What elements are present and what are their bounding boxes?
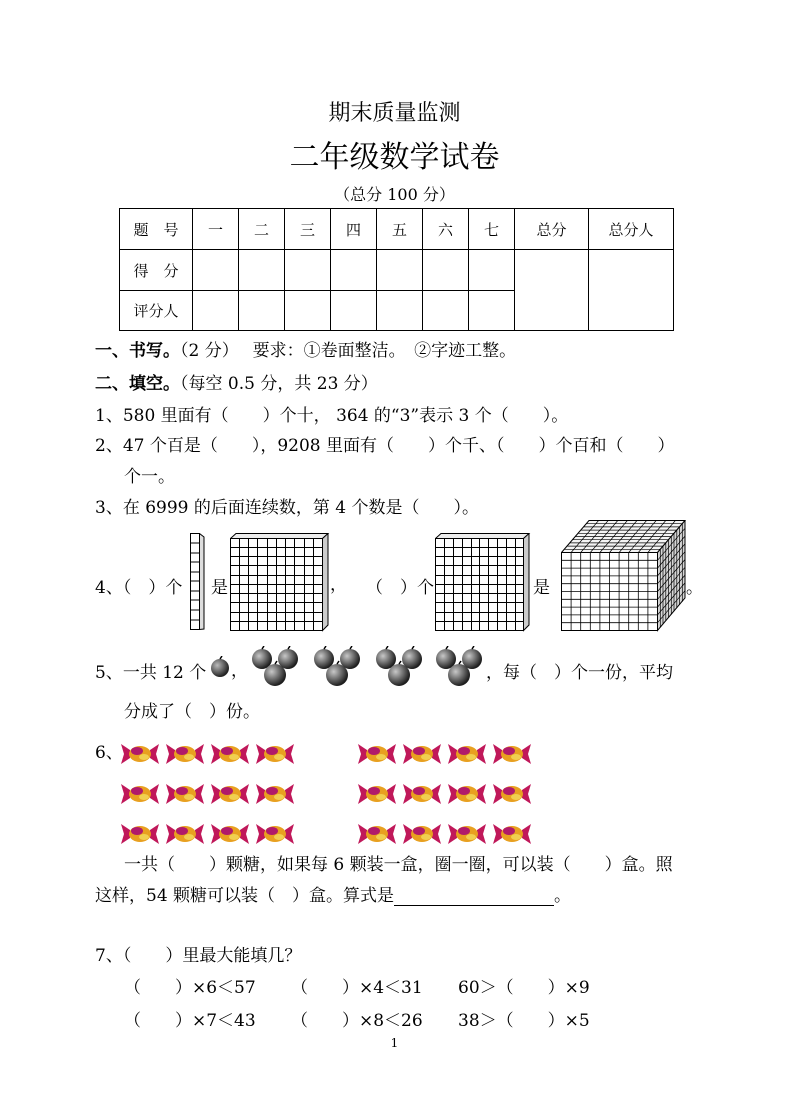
apple-group-image xyxy=(248,646,488,688)
score-cell[interactable] xyxy=(239,250,285,291)
candy-icon xyxy=(358,820,396,850)
question-1: 1、580 里面有（ ）个十， 364 的“3”表示 3 个（ ）。 xyxy=(95,406,569,426)
candy-icon xyxy=(493,740,531,770)
candy-icon xyxy=(256,780,294,810)
grader-cell[interactable] xyxy=(239,291,285,331)
header-cell: 四 xyxy=(331,209,377,250)
grader-cell[interactable] xyxy=(469,291,515,331)
candy-icon xyxy=(121,780,159,810)
header-cell: 总分 xyxy=(515,209,589,250)
q4-comma: ， xyxy=(330,575,347,595)
candy-icon xyxy=(448,780,486,810)
candy-icon xyxy=(403,780,441,810)
section-2 xyxy=(95,369,378,394)
q7-item: （ ）×8＜26 xyxy=(291,1011,423,1031)
candy-icon xyxy=(448,820,486,850)
candy-icon xyxy=(358,780,396,810)
page-number: 1 xyxy=(390,1036,399,1050)
candy-icon xyxy=(166,820,204,850)
q7-item: 38＞（ ）×5 xyxy=(458,1011,590,1031)
score-cell[interactable] xyxy=(285,250,331,291)
thousand-cube-image xyxy=(561,520,687,632)
candy-icon xyxy=(256,820,294,850)
candy-icon xyxy=(166,780,204,810)
section-2-title: 二、填空。 xyxy=(95,374,180,394)
candy-icon xyxy=(358,740,396,770)
candy-icon xyxy=(493,780,531,810)
candy-icon xyxy=(448,740,486,770)
candy-icon xyxy=(211,820,249,850)
q7-item: （ ）×7＜43 xyxy=(124,1011,256,1031)
q4-end: 。 xyxy=(686,578,703,598)
question-6-label: 6、 xyxy=(95,743,123,763)
grader-cell[interactable] xyxy=(377,291,423,331)
question-2-line2: 个一。 xyxy=(124,467,175,487)
question-2-line1: 2、47 个百是（ ），9208 里面有（ ）个千、（ ）个百和（ ） xyxy=(95,436,675,456)
score-cell[interactable] xyxy=(469,250,515,291)
q7-item: （ ）×4＜31 xyxy=(291,978,423,998)
candy-icon xyxy=(211,740,249,770)
q4-prefix: 4、（ ）个 xyxy=(95,578,183,598)
row-label: 评分人 xyxy=(120,291,193,331)
question-6-line2-text: 这样，54 颗糖可以装（ ）盒。算式是 xyxy=(95,886,395,906)
q7-item: 60＞（ ）×9 xyxy=(458,978,590,998)
total-score-cell[interactable] xyxy=(515,250,589,331)
candy-icon xyxy=(121,740,159,770)
question-6-line2 xyxy=(95,881,571,906)
candy-icon xyxy=(403,820,441,850)
header-cell: 题 号 xyxy=(120,209,193,250)
section-1-title: 一、书写。 xyxy=(95,341,180,361)
equation-blank[interactable] xyxy=(394,887,554,906)
section-1-note: （2 分） 要求：①卷面整洁。 ②字迹工整。 xyxy=(180,341,517,361)
candy-icon xyxy=(403,740,441,770)
total-score-note: （总分 100 分） xyxy=(334,185,455,204)
candy-icon xyxy=(493,820,531,850)
exam-subtitle: 期末质量监测 xyxy=(328,101,461,126)
exam-title: 二年级数学试卷 xyxy=(289,140,500,175)
q4-is-1: 是 xyxy=(211,578,228,598)
q5-comma: ， xyxy=(231,661,248,681)
question-5-line2: 分成了（ ）份。 xyxy=(124,702,260,722)
header-cell: 总分人 xyxy=(589,209,674,250)
header-cell: 三 xyxy=(285,209,331,250)
question-5-line1-end: ，每（ ）个一份，平均 xyxy=(486,663,673,683)
header-cell: 七 xyxy=(469,209,515,250)
candy-icon xyxy=(211,780,249,810)
candy-icon xyxy=(121,820,159,850)
question-6-line1: 一共（ ）颗糖，如果每 6 颗装一盒，圈一圈，可以装（ ）盒。照 xyxy=(124,855,673,875)
header-cell: 二 xyxy=(239,209,285,250)
section-1 xyxy=(95,336,516,361)
header-cell: 六 xyxy=(423,209,469,250)
grader-cell[interactable] xyxy=(285,291,331,331)
score-cell[interactable] xyxy=(377,250,423,291)
grader-cell[interactable] xyxy=(193,291,239,331)
question-5-line1-start: 5、一共 12 个 xyxy=(95,663,207,683)
grader-cell[interactable] xyxy=(423,291,469,331)
hundred-flat-image xyxy=(435,533,531,632)
q4-is-2: 是 xyxy=(533,578,550,598)
grader-cell[interactable] xyxy=(331,291,377,331)
score-cell[interactable] xyxy=(193,250,239,291)
hundred-flat-image xyxy=(230,533,330,632)
header-cell: 五 xyxy=(377,209,423,250)
candy-icon xyxy=(256,740,294,770)
row-label: 得 分 xyxy=(120,250,193,291)
score-table xyxy=(119,208,674,331)
q7-item: （ ）×6＜57 xyxy=(124,978,256,998)
header-cell: 一 xyxy=(193,209,239,250)
score-cell[interactable] xyxy=(423,250,469,291)
question-6-end: 。 xyxy=(554,886,572,906)
apple-icon xyxy=(209,656,231,678)
question-7: 7、（ ）里最大能填几？ xyxy=(95,946,302,966)
candy-icon xyxy=(166,740,204,770)
ten-rod-image xyxy=(190,533,205,631)
score-cell[interactable] xyxy=(331,250,377,291)
section-2-note: （每空 0.5 分，共 23 分） xyxy=(180,374,378,394)
question-3: 3、在 6999 的后面连续数，第 4 个数是（ ）。 xyxy=(95,498,480,518)
total-scorer-cell[interactable] xyxy=(589,250,674,331)
q4-mid: （ ）个 xyxy=(366,578,434,598)
